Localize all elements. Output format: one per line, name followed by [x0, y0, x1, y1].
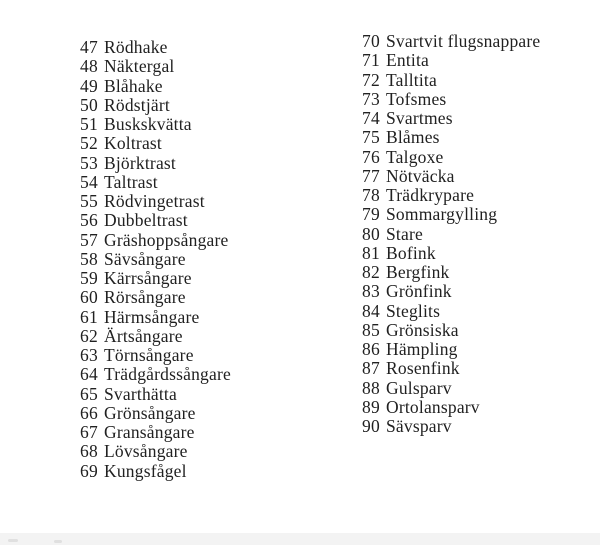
list-item: [362, 205, 540, 224]
list-item: [362, 128, 540, 147]
item-name: Rödvingetrast: [104, 191, 205, 211]
item-name: Törnsångare: [104, 345, 194, 365]
item-name: Svarthätta: [104, 383, 177, 404]
item-name: Hämpling: [386, 339, 458, 359]
item-number: 87: [362, 358, 380, 379]
list-item: [80, 211, 231, 230]
item-number: 73: [362, 88, 380, 109]
item-name: Grönsiska: [386, 319, 459, 340]
list-item: [80, 115, 231, 134]
item-number: 65: [80, 383, 98, 404]
item-name: Rödstjärt: [104, 94, 170, 115]
list-item: [362, 71, 540, 90]
item-name: Taltrast: [104, 171, 158, 192]
item-name: Grönfink: [386, 281, 452, 302]
item-name: Dubbeltrast: [104, 210, 188, 231]
item-name: Sävsparv: [386, 416, 452, 436]
bird-list-column-right: [362, 32, 540, 436]
item-name: Sävsångare: [104, 248, 186, 269]
item-number: 67: [80, 422, 98, 442]
item-number: 47: [80, 37, 98, 57]
item-number: 55: [80, 191, 98, 211]
item-number: 61: [80, 306, 98, 327]
list-item: [80, 327, 231, 346]
list-item: [362, 225, 540, 244]
item-name: Stare: [386, 223, 423, 244]
item-number: 70: [362, 31, 380, 51]
list-item: [80, 173, 231, 192]
list-item: [80, 57, 231, 76]
item-number: 64: [80, 364, 98, 385]
item-number: 88: [362, 377, 380, 398]
list-item: [362, 32, 540, 51]
item-name: Tofsmes: [386, 88, 447, 109]
item-name: Nötväcka: [386, 165, 455, 186]
item-number: 74: [362, 108, 380, 128]
item-name: Blåmes: [386, 127, 440, 148]
list-item: [362, 359, 540, 378]
item-name: Trädkrypare: [386, 185, 475, 205]
item-name: Kungsfågel: [104, 460, 187, 481]
item-number: 72: [362, 69, 380, 90]
item-number: 60: [80, 287, 98, 308]
list-item: [362, 321, 540, 340]
item-name: Buskskvätta: [104, 114, 192, 134]
list-item: [80, 365, 231, 384]
item-number: 53: [80, 152, 98, 173]
list-item: [80, 346, 231, 365]
list-item: [362, 51, 540, 70]
item-number: 86: [362, 339, 380, 359]
item-number: 68: [80, 441, 98, 462]
list-item: [362, 148, 540, 167]
item-number: 89: [362, 396, 380, 417]
list-item: [362, 90, 540, 109]
item-number: 81: [362, 242, 380, 263]
list-item: [362, 340, 540, 359]
item-number: 75: [362, 127, 380, 148]
item-number: 50: [80, 94, 98, 115]
item-name: Gransångare: [104, 422, 195, 442]
item-number: 69: [80, 460, 98, 481]
list-item: [80, 192, 231, 211]
item-number: 76: [362, 146, 380, 167]
item-number: 71: [362, 50, 380, 71]
item-name: Rosenfink: [386, 358, 460, 379]
item-number: 77: [362, 165, 380, 186]
list-item: [362, 379, 540, 398]
item-number: 78: [362, 185, 380, 205]
item-number: 52: [80, 133, 98, 154]
item-name: Talltita: [386, 69, 437, 90]
list-item: [80, 404, 231, 423]
item-name: Grönsångare: [104, 402, 196, 423]
list-item: [80, 462, 231, 481]
list-item: [362, 417, 540, 436]
list-item: [362, 244, 540, 263]
item-number: 56: [80, 210, 98, 231]
item-name: Rörsångare: [104, 287, 186, 308]
bird-list-column-left: [80, 38, 231, 481]
item-number: 63: [80, 345, 98, 365]
item-name: Ärtsångare: [104, 325, 183, 346]
scan-artifact-speck: [8, 539, 18, 542]
item-number: 85: [362, 319, 380, 340]
list-item: [80, 96, 231, 115]
item-name: Kärrsångare: [104, 268, 192, 288]
item-name: Koltrast: [104, 133, 162, 154]
item-name: Näktergal: [104, 56, 175, 77]
list-item: [80, 38, 231, 57]
item-name: Svartvit flugsnappare: [386, 31, 541, 51]
item-number: 83: [362, 281, 380, 302]
item-name: Björktrast: [104, 152, 176, 173]
page-edge-shadow: [0, 533, 600, 545]
list-item: [80, 288, 231, 307]
item-number: 59: [80, 268, 98, 288]
item-number: 51: [80, 114, 98, 134]
list-item: [362, 263, 540, 282]
list-item: [362, 109, 540, 128]
list-item: [80, 308, 231, 327]
item-number: 54: [80, 171, 98, 192]
item-number: 84: [362, 300, 380, 321]
item-name: Steglits: [386, 300, 441, 321]
list-item: [362, 302, 540, 321]
list-item: [80, 134, 231, 153]
item-name: Bergfink: [386, 262, 450, 282]
list-item: [80, 231, 231, 250]
list-item: [362, 282, 540, 301]
item-name: Ortolansparv: [386, 396, 480, 417]
item-name: Lövsångare: [104, 441, 188, 462]
item-name: Sommargylling: [386, 204, 498, 225]
item-name: Blåhake: [104, 75, 163, 96]
item-name: Trädgårdssångare: [104, 364, 231, 385]
list-item: [80, 154, 231, 173]
item-name: Rödhake: [104, 37, 168, 57]
item-number: 58: [80, 248, 98, 269]
list-item: [80, 250, 231, 269]
item-name: Entita: [386, 50, 429, 71]
item-name: Svartmes: [386, 108, 453, 128]
item-name: Bofink: [386, 242, 436, 263]
item-number: 48: [80, 56, 98, 77]
list-item: [362, 167, 540, 186]
item-name: Härmsångare: [104, 306, 200, 327]
item-number: 90: [362, 416, 380, 436]
item-name: Talgoxe: [386, 146, 444, 167]
scan-artifact-speck: [54, 540, 62, 543]
item-number: 79: [362, 204, 380, 225]
list-item: [80, 423, 231, 442]
item-number: 49: [80, 75, 98, 96]
list-item: [80, 269, 231, 288]
item-number: 57: [80, 229, 98, 250]
item-name: Gulsparv: [386, 377, 452, 398]
list-item: [80, 385, 231, 404]
item-number: 80: [362, 223, 380, 244]
item-name: Gräshoppsångare: [104, 229, 229, 250]
list-item: [80, 442, 231, 461]
item-number: 82: [362, 262, 380, 282]
item-number: 62: [80, 325, 98, 346]
item-number: 66: [80, 402, 98, 423]
list-item: [80, 77, 231, 96]
list-item: [362, 186, 540, 205]
list-item: [362, 398, 540, 417]
